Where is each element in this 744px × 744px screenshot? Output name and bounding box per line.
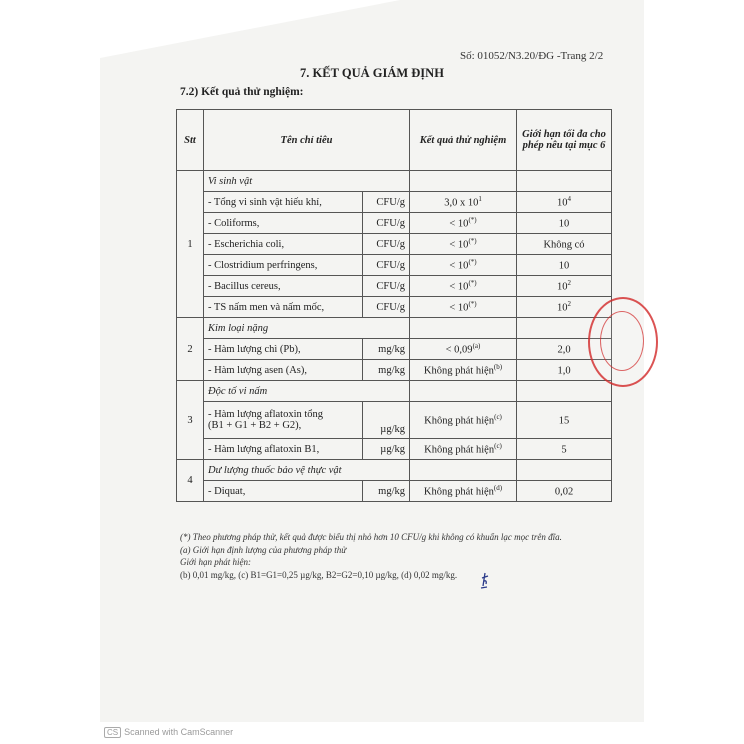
table-row: [177, 276, 612, 297]
section-subtitle: 7.2) Kết quả thử nghiệm:: [180, 86, 304, 98]
red-seal-stamp: [588, 297, 658, 387]
test-result: 3,0 x $10^1$: [410, 192, 517, 213]
document-reference: Số: 01052/N3.20/ĐG -Trang 2/2: [460, 50, 604, 62]
test-result: Không phát hiện$^{(c)}$: [410, 402, 517, 439]
section-title: 7. KẾT QUẢ GIÁM ĐỊNH: [300, 66, 444, 80]
max-limit: $10^2$: [517, 297, 612, 318]
note-line: Giới hạn phát hiện:: [180, 557, 252, 567]
indicator-unit: CFU/g: [363, 192, 410, 213]
indicator-name: - Clostridium perfringens,: [204, 255, 363, 276]
table-row: [177, 255, 612, 276]
max-limit: Không có: [517, 234, 612, 255]
indicator-unit: mg/kg: [363, 339, 410, 360]
test-result: < 10(*): [410, 255, 517, 276]
group-row: [177, 318, 612, 339]
test-result: Không phát hiện$^{(d)}$: [410, 481, 517, 502]
indicator-unit: CFU/g: [363, 255, 410, 276]
header-limit: Giới hạn tối đa cho phép nêu tại mục 6: [517, 110, 612, 171]
indicator-unit: CFU/g: [363, 297, 410, 318]
group-row: [177, 460, 612, 481]
table-header-row: [177, 110, 612, 171]
max-limit: $10^4$: [517, 192, 612, 213]
indicator-name: - Bacillus cereus,: [204, 276, 363, 297]
test-result: < $0,09^{(a)}$: [410, 339, 517, 360]
indicator-name: - Coliforms,: [204, 213, 363, 234]
max-limit: 15: [517, 402, 612, 439]
signature-mark: [478, 572, 492, 595]
table-row: [177, 339, 612, 360]
group-title: Kim loại nặng: [204, 318, 410, 339]
indicator-unit: µg/kg: [363, 402, 410, 439]
indicator-name: - Hàm lượng chì (Pb),: [204, 339, 363, 360]
indicator-name: - Hàm lượng aflatoxin tổng (B1 + G1 + B2 + G2),: [204, 402, 363, 439]
indicator-unit: CFU/g: [363, 276, 410, 297]
max-limit: 1,0: [517, 360, 612, 381]
max-limit: 10: [517, 255, 612, 276]
max-limit: 10: [517, 213, 612, 234]
header-result: Kết quả thử nghiệm: [410, 110, 517, 171]
note-line: (*) Theo phương pháp thử, kết quả được biểu thị nhỏ hơn 10 CFU/g khi không có khuẩn lạc mọc trên đĩa.: [180, 532, 562, 542]
page-fold: [100, 0, 400, 58]
test-result: Không phát hiện$^{(b)}$: [410, 360, 517, 381]
indicator-name: - Hàm lượng aflatoxin B1,: [204, 439, 363, 460]
table-row: [177, 402, 612, 439]
group-number: 4: [177, 460, 204, 502]
stamp-inner-ring: [600, 311, 644, 371]
group-number: 3: [177, 381, 204, 460]
test-result: < 10(*): [410, 297, 517, 318]
table-row: [177, 213, 612, 234]
group-title: Dư lượng thuốc bảo vệ thực vật: [204, 460, 410, 481]
max-limit: $10^2$: [517, 276, 612, 297]
table-row: [177, 360, 612, 381]
table-row: [177, 297, 612, 318]
table-notes: [180, 531, 562, 581]
signature-scribble: [478, 572, 492, 590]
camscanner-icon: CS: [104, 727, 121, 738]
group-number: 2: [177, 318, 204, 381]
max-limit: 2,0: [517, 339, 612, 360]
indicator-unit: mg/kg: [363, 360, 410, 381]
max-limit: 0,02: [517, 481, 612, 502]
group-row: [177, 381, 612, 402]
group-number: 1: [177, 171, 204, 318]
table-row: [177, 192, 612, 213]
indicator-name: - Escherichia coli,: [204, 234, 363, 255]
indicator-name: - Tổng vi sinh vật hiếu khí,: [204, 192, 363, 213]
test-result: < 10(*): [410, 234, 517, 255]
results-table: [176, 109, 612, 502]
indicator-unit: mg/kg: [363, 481, 410, 502]
header-stt: Stt: [177, 110, 204, 171]
max-limit: 5: [517, 439, 612, 460]
indicator-name: - TS nấm men và nấm mốc,: [204, 297, 363, 318]
group-title: Vi sinh vật: [204, 171, 410, 192]
group-row: [177, 171, 612, 192]
indicator-unit: CFU/g: [363, 213, 410, 234]
table-row: [177, 234, 612, 255]
table-row: [177, 439, 612, 460]
note-line: (b) 0,01 mg/kg, (c) B1=G1=0,25 µg/kg, B2=G2=0,10 µg/kg, (d) 0,02 mg/kg.: [180, 569, 458, 580]
indicator-unit: CFU/g: [363, 234, 410, 255]
group-title: Độc tố vi nấm: [204, 381, 410, 402]
test-result: < 10(*): [410, 213, 517, 234]
indicator-name: - Diquat,: [204, 481, 363, 502]
note-line: (a) Giới hạn định lượng của phương pháp thử: [180, 544, 347, 555]
indicator-name: - Hàm lượng asen (As),: [204, 360, 363, 381]
indicator-unit: µg/kg: [363, 439, 410, 460]
test-result: < 10(*): [410, 276, 517, 297]
scanner-watermark: [104, 727, 233, 738]
table-row: [177, 481, 612, 502]
test-result: Không phát hiện$^{(c)}$: [410, 439, 517, 460]
scanner-text: Scanned with CamScanner: [124, 727, 234, 737]
header-name: Tên chỉ tiêu: [204, 110, 410, 171]
